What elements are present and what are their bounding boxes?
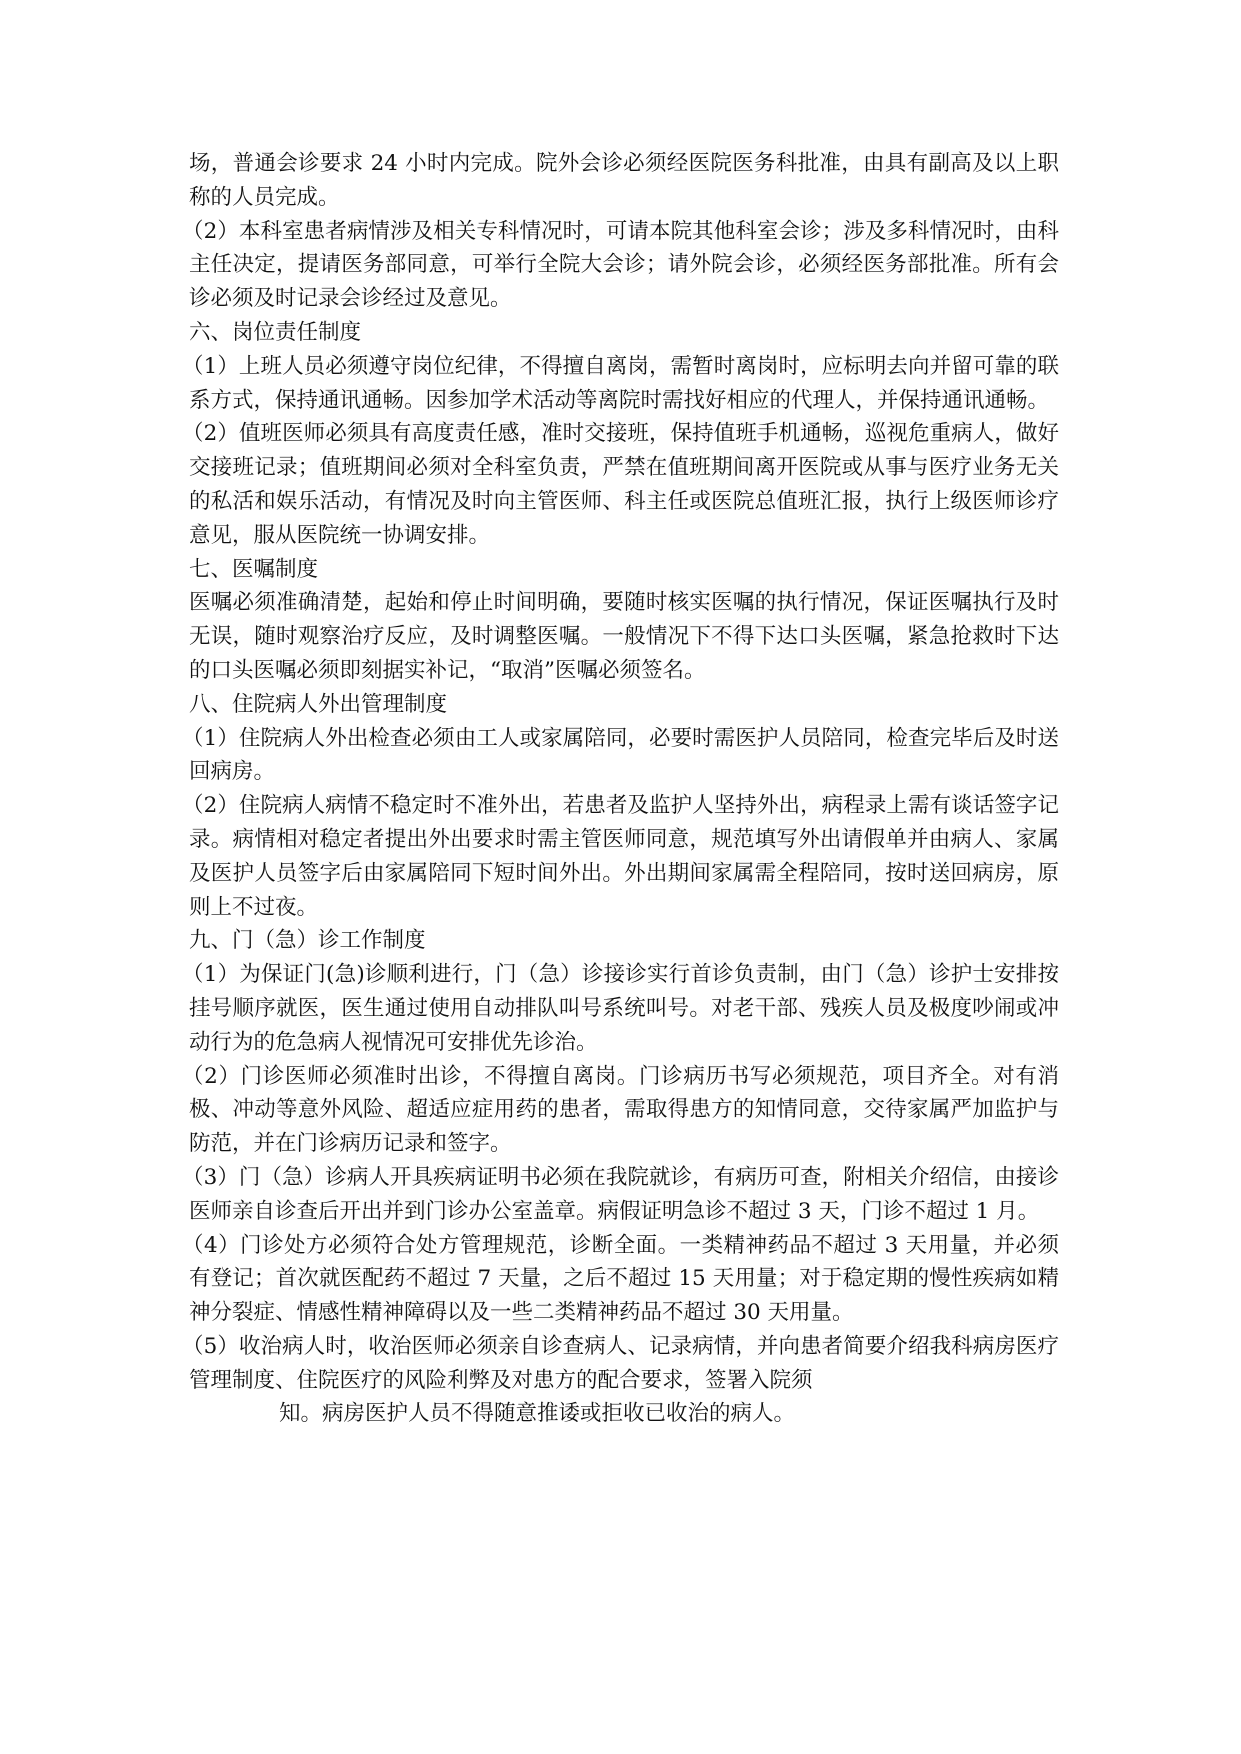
paragraph-outpatient-item-2: （2）门诊医师必须准时出诊，不得擅自离岗。门诊病历书写必须规范，项目齐全。对有消极、冲动等意外风险、超适应症用药的患者，需取得患方的知情同意，交待家属严加监护与防范，并在门诊病历记录和签字。 bbox=[182, 1063, 1059, 1157]
section-heading-outpatient-emergency: 九、门（急）诊工作制度 bbox=[189, 928, 426, 954]
paragraph-consultation-continued: 场，普通会诊要求 24 小时内完成。院外会诊必须经医院医务科批准，由具有副高及以上职称的人员完成。 bbox=[189, 151, 1059, 210]
section-heading-medical-orders: 七、医嘱制度 bbox=[189, 556, 319, 582]
paragraph-post-item-1: （1）上班人员必须遵守岗位纪律，不得擅自离岗，需暂时离岗时，应标明去向并留可靠的联系方式，保持通讯通畅。因参加学术活动等离院时需找好相应的代理人，并保持通讯通畅。 bbox=[182, 353, 1059, 413]
paragraph-outpatient-item-5: （5）收治病人时，收治医师必须亲自诊查病人、记录病情，并向患者简要介绍我科病房医疗管理制度、住院医疗的风险利弊及对患方的配合要求，签署入院须 bbox=[182, 1333, 1059, 1393]
section-heading-inpatient-outing: 八、住院病人外出管理制度 bbox=[189, 691, 448, 717]
paragraph-outpatient-item-4: （4）门诊处方必须符合处方管理规范，诊断全面。一类精神药品不超过 3 天用量，并必须有登记；首次就医配药不超过 7 天量，之后不超过 15 天用量；对于稳定期的慢性疾病如精神分裂症、情感性精神障碍以及一些二类精神药品不超过 30 天用量。 bbox=[182, 1232, 1059, 1326]
paragraph-post-item-2: （2）值班医师必须具有高度责任感，准时交接班，保持值班手机通畅，巡视危重病人，做好交接班记录；值班期间必须对全科室负责，严禁在值班期间离开医院或从事与医疗业务无关的私活和娱乐活动，有情况及时向主管医师、科主任或医院总值班汇报，执行上级医师诊疗意见，服从医院统一协调安排。 bbox=[182, 421, 1059, 548]
paragraph-outpatient-item-3: （3）门（急）诊病人开具疾病证明书必须在我院就诊，有病历可查，附相关介绍信，由接诊医师亲自诊查后开出并到门诊办公室盖章。病假证明急诊不超过 3 天，门诊不超过 1 月。 bbox=[182, 1164, 1059, 1224]
paragraph-outing-item-2: （2）住院病人病情不稳定时不准外出，若患者及监护人坚持外出，病程录上需有谈话签字记录。病情相对稳定者提出外出要求时需主管医师同意，规范填写外出请假单并由病人、家属及医护人员签字后由家属陪同下短时间外出。外出期间家属需全程陪同，按时送回病房，原则上不过夜。 bbox=[182, 793, 1059, 920]
document-body bbox=[182, 147, 1059, 1431]
paragraph-consultation-item-2: （2）本科室患者病情涉及相关专科情况时，可请本院其他科室会诊；涉及多科情况时，由科主任决定，提请医务部同意，可举行全院大会诊；请外院会诊，必须经医务部批准。所有会诊必须及时记录会诊经过及意见。 bbox=[182, 218, 1059, 312]
paragraph-outpatient-item-1: （1）为保证门(急)诊顺利进行，门（急）诊接诊实行首诊负责制，由门（急）诊护士安排按挂号顺序就医，医生通过使用自动排队叫号系统叫号。对老干部、残疾人员及极度吵闹或冲动行为的危急病人视情况可安排优先诊治。 bbox=[182, 962, 1059, 1055]
paragraph-outing-item-1: （1）住院病人外出检查必须由工人或家属陪同，必要时需医护人员陪同，检查完毕后及时送回病房。 bbox=[182, 725, 1059, 785]
paragraph-outpatient-item-5-continued: 知。病房医护人员不得随意推诿或拒收已收治的病人。 bbox=[279, 1401, 796, 1427]
section-heading-post-responsibility: 六、岗位责任制度 bbox=[189, 319, 362, 345]
paragraph-medical-orders: 医嘱必须准确清楚，起始和停止时间明确，要随时核实医嘱的执行情况，保证医嘱执行及时无误，随时观察治疗反应，及时调整医嘱。一般情况下不得下达口头医嘱，紧急抢救时下达的口头医嘱必须即刻据实补记，“取消”医嘱必须签名。 bbox=[189, 590, 1059, 683]
